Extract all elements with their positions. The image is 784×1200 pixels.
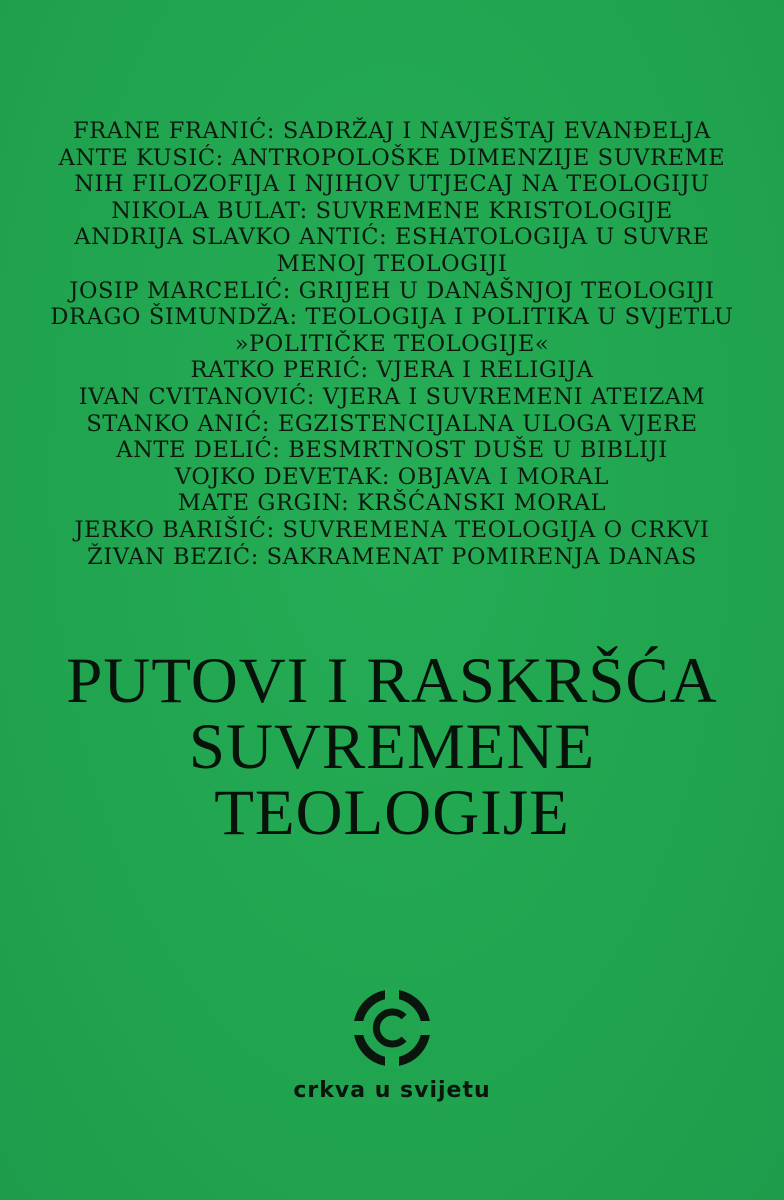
contents-line: ANTE DELIĆ: BESMRTNOST DUŠE U BIBLIJI xyxy=(116,437,668,464)
contents-line: STANKO ANIĆ: EGZISTENCIJALNA ULOGA VJERE xyxy=(86,410,698,437)
book-title-line: SUVREMENE xyxy=(188,711,596,783)
contents-line: VOJKO DEVETAK: OBJAVA I MORAL xyxy=(174,463,610,490)
contents-line: ANTE KUSIĆ: ANTROPOLOŠKE DIMENZIJE SUVREME xyxy=(58,144,726,171)
contents-line: NIKOLA BULAT: SUVREMENE KRISTOLOGIJE xyxy=(111,197,673,224)
contents-line: NIH FILOZOFIJA I NJIHOV UTJECAJ NA TEOLOGIJU xyxy=(74,171,710,198)
contents-line: ANDRIJA SLAVKO ANTIĆ: ESHATOLOGIJA U SUVRE xyxy=(74,224,710,251)
crkva-u-svijetu-logo-icon xyxy=(352,988,432,1068)
contents-line: ŽIVAN BEZIĆ: SAKRAMENAT POMIRENJA DANAS xyxy=(87,543,697,570)
publisher-name: crkva u svijetu xyxy=(293,1078,491,1103)
contents-line: IVAN CVITANOVIĆ: VJERA I SUVREMENI ATEIZAM xyxy=(78,383,706,410)
contents-line: DRAGO ŠIMUNDŽA: TEOLOGIJA I POLITIKA U SVJETLU xyxy=(50,304,734,331)
book-title xyxy=(0,645,784,849)
contents-line: JOSIP MARCELIĆ: GRIJEH U DANAŠNJOJ TEOLOGIJI xyxy=(69,277,715,304)
book-title-line: PUTOVI I RASKRŠĆA xyxy=(66,645,718,717)
contents-line: RATKO PERIĆ: VJERA I RELIGIJA xyxy=(190,357,594,384)
contents-line: FRANE FRANIĆ: SADRŽAJ I NAVJEŠTAJ EVANĐELJA xyxy=(73,118,711,144)
book-title-line: TEOLOGIJE xyxy=(214,777,570,849)
contents-line: JERKO BARIŠIĆ: SUVREMENA TEOLOGIJA O CRKVI xyxy=(74,516,710,543)
contents-line: MENOJ TEOLOGIJI xyxy=(276,250,508,277)
contents-line: »POLITIČKE TEOLOGIJE« xyxy=(234,330,550,357)
contents-list xyxy=(20,118,764,570)
contents-line: MATE GRGIN: KRŠĆANSKI MORAL xyxy=(177,490,607,517)
